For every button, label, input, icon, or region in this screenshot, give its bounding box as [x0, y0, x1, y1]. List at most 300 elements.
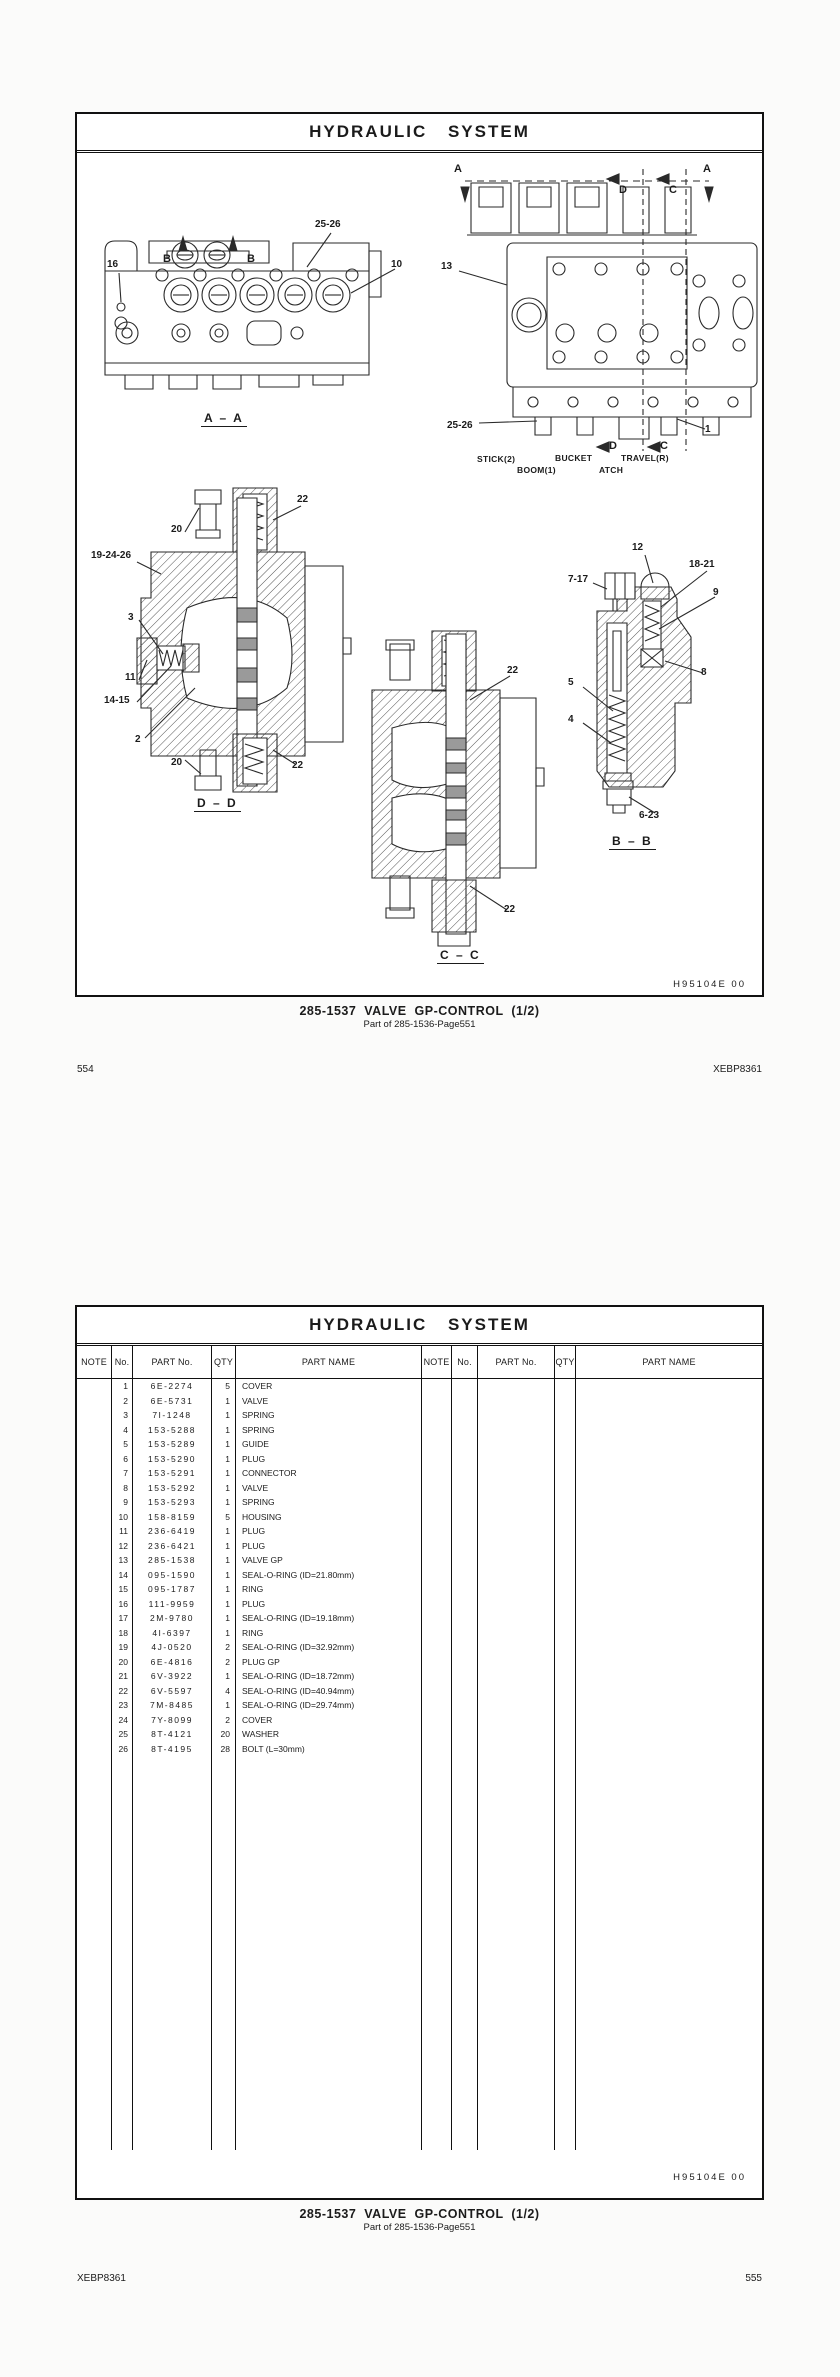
table-cell: 1	[212, 1669, 236, 1684]
table-cell-empty	[478, 1408, 555, 1423]
table-cell: COVER	[236, 1713, 422, 1728]
table-cell: SEAL-O-RING (ID=19.18mm)	[236, 1611, 422, 1626]
figure-caption-title: 285-1537 VALVE GP-CONTROL (1/2)	[299, 2207, 540, 2221]
table-cell-empty	[478, 1495, 555, 1510]
table-cell-empty	[478, 1379, 555, 1394]
table-cell-empty	[478, 1452, 555, 1467]
section-dd-drawing	[137, 488, 347, 798]
table-cell: 14	[112, 1568, 133, 1583]
table-cell: VALVE	[236, 1394, 422, 1409]
table-cell-empty	[555, 1698, 576, 1713]
table-cell-empty	[478, 1582, 555, 1597]
callout-tv-d2: D	[609, 440, 617, 452]
table-cell: 236-6421	[133, 1539, 212, 1554]
table-cell-empty	[555, 1524, 576, 1539]
table-cell: 111-9959	[133, 1597, 212, 1612]
callout-aa-b-left: B	[163, 253, 171, 265]
table-cell-empty	[422, 1481, 452, 1496]
table-cell-empty	[452, 1437, 478, 1452]
section-caption-bb: B – B	[609, 834, 656, 850]
table-cell: SPRING	[236, 1423, 422, 1438]
table-cell: RING	[236, 1626, 422, 1641]
table-cell-empty	[576, 1510, 762, 1525]
table-cell-empty	[422, 1727, 452, 1742]
table-cell-empty	[555, 1727, 576, 1742]
table-cell: 5	[112, 1437, 133, 1452]
table-cell: 158-8159	[133, 1510, 212, 1525]
table-cell-empty	[555, 1379, 576, 1394]
table-cell: 6V-5597	[133, 1684, 212, 1699]
table-cell	[77, 1539, 112, 1554]
page-number: 555	[745, 2273, 762, 2284]
table-cell-empty	[422, 1524, 452, 1539]
callout-dd-2: 2	[135, 734, 141, 745]
table-cell-empty	[576, 1742, 762, 1757]
table-cell: 22	[112, 1684, 133, 1699]
page-555	[75, 1305, 764, 2315]
table-cell: 7I-1248	[133, 1408, 212, 1423]
callout-tv-a-right: A	[703, 163, 711, 175]
table-cell-empty	[452, 1495, 478, 1510]
table-cell: 2M-9780	[133, 1611, 212, 1626]
table-cell-empty	[555, 1539, 576, 1554]
table-cell-empty	[478, 1698, 555, 1713]
table-cell: 1	[212, 1553, 236, 1568]
table-cell: 26	[112, 1742, 133, 1757]
table-cell: 18	[112, 1626, 133, 1641]
parts-table-body	[77, 1379, 762, 1756]
table-empty-column	[422, 1756, 452, 2150]
table-cell-empty	[555, 1597, 576, 1612]
table-cell-empty	[555, 1684, 576, 1699]
table-cell-empty	[452, 1423, 478, 1438]
table-cell: 6E-5731	[133, 1394, 212, 1409]
section-bb-drawing	[557, 543, 777, 843]
table-cell	[77, 1495, 112, 1510]
table-cell-empty	[422, 1408, 452, 1423]
table-cell: 095-1787	[133, 1582, 212, 1597]
table-cell: 2	[212, 1713, 236, 1728]
table-cell-empty	[555, 1481, 576, 1496]
table-cell: 1	[212, 1495, 236, 1510]
table-cell-empty	[478, 1568, 555, 1583]
table-cell: 6E-4816	[133, 1655, 212, 1670]
page-554-footer	[75, 1064, 764, 1075]
table-cell-empty	[555, 1640, 576, 1655]
table-empty-column	[236, 1756, 422, 2150]
table-cell-empty	[478, 1655, 555, 1670]
table-cell-empty	[576, 1408, 762, 1423]
callout-bb-6-23: 6-23	[639, 810, 660, 821]
table-cell: 19	[112, 1640, 133, 1655]
table-cell-empty	[478, 1611, 555, 1626]
column-header-part-no-: PART No.	[478, 1346, 555, 1378]
table-cell-empty	[452, 1481, 478, 1496]
table-cell-empty	[452, 1655, 478, 1670]
column-header-part-name: PART NAME	[236, 1346, 422, 1378]
table-cell: PLUG	[236, 1524, 422, 1539]
table-cell-empty	[452, 1568, 478, 1583]
callout-tv-25-26: 25-26	[447, 420, 473, 431]
table-cell: GUIDE	[236, 1437, 422, 1452]
table-cell: 236-6419	[133, 1524, 212, 1539]
table-cell: SPRING	[236, 1408, 422, 1423]
table-cell-empty	[576, 1481, 762, 1496]
table-cell-empty	[576, 1394, 762, 1409]
column-header-part-name: PART NAME	[642, 1357, 696, 1367]
table-cell-empty	[555, 1495, 576, 1510]
table-cell	[77, 1727, 112, 1742]
table-cell-empty	[422, 1655, 452, 1670]
table-empty-column	[112, 1756, 133, 2150]
table-cell-empty	[452, 1379, 478, 1394]
table-cell-empty	[576, 1727, 762, 1742]
table-cell: 12	[112, 1539, 133, 1554]
table-cell: 1	[212, 1597, 236, 1612]
table-empty-column	[77, 1756, 112, 2150]
callout-bb-7-17: 7-17	[568, 574, 589, 585]
column-header-note: NOTE	[422, 1346, 452, 1378]
callout-dd-22t: 22	[297, 494, 309, 505]
table-cell: CONNECTOR	[236, 1466, 422, 1481]
table-cell-empty	[422, 1568, 452, 1583]
table-cell: WASHER	[236, 1727, 422, 1742]
table-cell-empty	[422, 1713, 452, 1728]
table-cell-empty	[576, 1611, 762, 1626]
table-cell-empty	[452, 1452, 478, 1467]
table-cell	[77, 1423, 112, 1438]
column-header-note: NOTE	[77, 1346, 112, 1378]
table-cell: HOUSING	[236, 1510, 422, 1525]
table-cell-empty	[555, 1669, 576, 1684]
page-number: 554	[77, 1064, 94, 1075]
table-cell-empty	[576, 1655, 762, 1670]
column-header-no-: No.	[452, 1346, 478, 1378]
table-cell	[77, 1510, 112, 1525]
drawing-code: H95104E 00	[673, 2172, 746, 2183]
callout-tv-13: 13	[441, 261, 453, 272]
table-cell: 7Y-8099	[133, 1713, 212, 1728]
table-cell: 153-5289	[133, 1437, 212, 1452]
table-cell-empty	[478, 1466, 555, 1481]
callout-aa-b-right: B	[247, 253, 255, 265]
table-cell	[77, 1597, 112, 1612]
callout-aa-16: 16	[107, 259, 119, 270]
table-cell-empty	[478, 1727, 555, 1742]
figure-caption-title: 285-1537 VALVE GP-CONTROL (1/2)	[299, 1004, 540, 1018]
table-empty-column	[555, 1756, 576, 2150]
table-cell-empty	[576, 1640, 762, 1655]
callout-tv-1: 1	[705, 424, 711, 435]
table-cell: VALVE GP	[236, 1553, 422, 1568]
table-cell: 1	[212, 1481, 236, 1496]
table-cell-empty	[478, 1539, 555, 1554]
callout-tv-a-left: A	[454, 163, 462, 175]
callout-cc-22b: 22	[504, 904, 516, 915]
table-empty-column	[133, 1756, 212, 2150]
callout-bb-9: 9	[713, 587, 719, 598]
table-cell-empty	[576, 1466, 762, 1481]
table-cell: 6V-3922	[133, 1669, 212, 1684]
table-cell-empty	[452, 1524, 478, 1539]
table-cell-empty	[422, 1611, 452, 1626]
table-cell-empty	[555, 1582, 576, 1597]
table-cell: 15	[112, 1582, 133, 1597]
table-cell-empty	[452, 1626, 478, 1641]
table-cell-empty	[555, 1408, 576, 1423]
callout-tv-c1: C	[669, 184, 677, 196]
table-cell: 1	[212, 1698, 236, 1713]
section-caption-cc: C – C	[437, 948, 484, 964]
table-cell: 4I-6397	[133, 1626, 212, 1641]
table-cell: 9	[112, 1495, 133, 1510]
table-cell	[77, 1640, 112, 1655]
callout-bb-5: 5	[568, 677, 574, 688]
table-cell-empty	[478, 1437, 555, 1452]
section-cc-drawing	[352, 628, 552, 948]
table-cell-empty	[452, 1553, 478, 1568]
diagram-sheet	[77, 153, 762, 995]
table-cell-empty	[576, 1597, 762, 1612]
table-cell-empty	[422, 1597, 452, 1612]
table-cell-empty	[422, 1626, 452, 1641]
table-cell-empty	[576, 1626, 762, 1641]
table-cell-empty	[422, 1495, 452, 1510]
table-cell-empty	[478, 1597, 555, 1612]
table-cell-empty	[422, 1379, 452, 1394]
table-cell-empty	[555, 1713, 576, 1728]
table-cell-empty	[576, 1698, 762, 1713]
page-title-bar	[77, 114, 762, 153]
table-cell-empty	[452, 1510, 478, 1525]
port-label-bucket: BUCKET	[555, 453, 593, 463]
table-cell-empty	[555, 1394, 576, 1409]
table-cell	[77, 1713, 112, 1728]
table-cell-empty	[422, 1452, 452, 1467]
table-cell: SEAL-O-RING (ID=18.72mm)	[236, 1669, 422, 1684]
table-cell-empty	[478, 1553, 555, 1568]
table-cell-empty	[422, 1466, 452, 1481]
column-header-part-no-: PART No.	[133, 1346, 212, 1378]
table-cell: 6	[112, 1452, 133, 1467]
table-cell: 1	[212, 1524, 236, 1539]
table-cell	[77, 1379, 112, 1394]
table-empty-column	[478, 1756, 555, 2150]
table-cell-empty	[422, 1510, 452, 1525]
table-cell: PLUG	[236, 1539, 422, 1554]
page-title-bar	[77, 1307, 762, 1346]
table-cell	[77, 1698, 112, 1713]
table-cell: 7	[112, 1466, 133, 1481]
table-cell-empty	[422, 1539, 452, 1554]
callout-dd-11: 11	[125, 672, 136, 683]
table-cell-empty	[478, 1626, 555, 1641]
table-cell	[77, 1582, 112, 1597]
table-cell-empty	[576, 1524, 762, 1539]
table-cell-empty	[478, 1481, 555, 1496]
table-cell	[77, 1655, 112, 1670]
table-cell-empty	[576, 1423, 762, 1438]
table-cell: 20	[112, 1655, 133, 1670]
callout-dd-20b: 20	[171, 757, 183, 768]
table-cell	[77, 1669, 112, 1684]
table-cell-empty	[452, 1684, 478, 1699]
table-cell-empty	[555, 1510, 576, 1525]
table-cell: 095-1590	[133, 1568, 212, 1583]
port-label-boom: BOOM(1)	[517, 465, 556, 475]
page-title: HYDRAULIC SYSTEM	[309, 122, 530, 141]
column-header-qty: QTY	[555, 1346, 576, 1378]
callout-cc-22t: 22	[507, 665, 519, 676]
table-cell: SEAL-O-RING (ID=32.92mm)	[236, 1640, 422, 1655]
table-cell-empty	[452, 1611, 478, 1626]
table-cell: SEAL-O-RING (ID=21.80mm)	[236, 1568, 422, 1583]
drawing-code: H95104E 00	[673, 979, 746, 990]
table-cell	[77, 1626, 112, 1641]
table-cell: 20	[212, 1727, 236, 1742]
page-555-frame	[75, 1305, 764, 2200]
parts-table-empty-rows	[77, 1756, 762, 2150]
table-cell	[77, 1742, 112, 1757]
page-554-frame	[75, 112, 764, 997]
figure-caption-subtitle: Part of 285-1536-Page551	[363, 2222, 476, 2233]
table-cell: 7M-8485	[133, 1698, 212, 1713]
table-cell-empty	[478, 1423, 555, 1438]
page-title: HYDRAULIC SYSTEM	[309, 1315, 530, 1334]
table-cell: 24	[112, 1713, 133, 1728]
section-aa-drawing	[97, 211, 397, 421]
table-cell-empty	[555, 1423, 576, 1438]
table-cell-empty	[422, 1553, 452, 1568]
table-cell-empty	[422, 1684, 452, 1699]
table-empty-column	[452, 1756, 478, 2150]
column-header-no-: No.	[112, 1346, 133, 1378]
table-cell: 6E-2274	[133, 1379, 212, 1394]
table-cell-empty	[422, 1394, 452, 1409]
table-cell-empty	[478, 1510, 555, 1525]
table-cell: 1	[212, 1394, 236, 1409]
table-cell-empty	[452, 1408, 478, 1423]
table-cell-empty	[422, 1582, 452, 1597]
table-cell	[77, 1553, 112, 1568]
table-cell	[77, 1437, 112, 1452]
callout-bb-12: 12	[632, 542, 644, 553]
callout-bb-8: 8	[701, 667, 707, 678]
table-cell: 4	[112, 1423, 133, 1438]
table-cell	[77, 1524, 112, 1539]
table-cell-empty	[478, 1394, 555, 1409]
parts-table-header	[77, 1346, 762, 1379]
table-cell-empty	[478, 1640, 555, 1655]
table-cell-empty	[422, 1742, 452, 1757]
table-cell-empty	[452, 1713, 478, 1728]
table-cell: 153-5291	[133, 1466, 212, 1481]
table-cell: 11	[112, 1524, 133, 1539]
callout-dd-19-24-26: 19-24-26	[91, 550, 132, 561]
table-cell-empty	[452, 1742, 478, 1757]
section-caption-aa: A – A	[201, 411, 247, 427]
table-cell-empty	[555, 1553, 576, 1568]
table-cell-empty	[555, 1742, 576, 1757]
page-554	[75, 112, 764, 1172]
table-cell-empty	[576, 1568, 762, 1583]
table-cell: 1	[212, 1466, 236, 1481]
table-cell: 2	[112, 1394, 133, 1409]
table-cell: 23	[112, 1698, 133, 1713]
table-cell: 1	[212, 1582, 236, 1597]
page-555-footer	[75, 2273, 764, 2284]
table-cell: 1	[212, 1568, 236, 1583]
table-cell-empty	[576, 1539, 762, 1554]
table-cell	[77, 1466, 112, 1481]
table-cell-empty	[555, 1626, 576, 1641]
table-cell: 1	[212, 1539, 236, 1554]
table-cell: 8T-4121	[133, 1727, 212, 1742]
table-cell: VALVE	[236, 1481, 422, 1496]
table-cell: 17	[112, 1611, 133, 1626]
table-cell-empty	[576, 1495, 762, 1510]
table-cell: 10	[112, 1510, 133, 1525]
table-cell-empty	[576, 1553, 762, 1568]
publication-code: XEBP8361	[77, 2273, 126, 2284]
table-cell-empty	[452, 1640, 478, 1655]
table-cell: 3	[112, 1408, 133, 1423]
table-cell-empty	[452, 1597, 478, 1612]
table-cell-empty	[555, 1655, 576, 1670]
table-empty-column	[576, 1756, 762, 2150]
table-cell	[77, 1408, 112, 1423]
table-cell: 8	[112, 1481, 133, 1496]
callout-dd-14-15: 14-15	[104, 695, 130, 706]
table-cell-empty	[422, 1423, 452, 1438]
table-cell: 4J-0520	[133, 1640, 212, 1655]
table-cell	[77, 1568, 112, 1583]
figure-caption-subtitle: Part of 285-1536-Page551	[363, 1019, 476, 1030]
table-cell: BOLT (L=30mm)	[236, 1742, 422, 1757]
callout-aa-10: 10	[391, 259, 403, 270]
table-cell-empty	[576, 1379, 762, 1394]
table-cell: 21	[112, 1669, 133, 1684]
table-cell: 5	[212, 1379, 236, 1394]
table-cell: 16	[112, 1597, 133, 1612]
table-cell: 153-5293	[133, 1495, 212, 1510]
callout-dd-22b: 22	[292, 760, 304, 771]
callout-dd-20t: 20	[171, 524, 183, 535]
table-cell: 25	[112, 1727, 133, 1742]
port-label-atch: ATCH	[599, 465, 624, 475]
table-cell: 153-5288	[133, 1423, 212, 1438]
table-cell-empty	[478, 1742, 555, 1757]
table-cell-empty	[576, 1582, 762, 1597]
table-cell: SPRING	[236, 1495, 422, 1510]
table-cell-empty	[452, 1539, 478, 1554]
table-cell	[77, 1684, 112, 1699]
table-empty-column	[212, 1756, 236, 2150]
table-cell	[77, 1611, 112, 1626]
table-cell	[77, 1481, 112, 1496]
table-cell: 13	[112, 1553, 133, 1568]
callout-tv-d1: D	[619, 184, 627, 196]
table-cell: 1	[212, 1437, 236, 1452]
table-cell-empty	[555, 1466, 576, 1481]
table-cell: 5	[212, 1510, 236, 1525]
table-cell: 1	[212, 1626, 236, 1641]
table-cell-empty	[555, 1437, 576, 1452]
table-cell: 1	[212, 1452, 236, 1467]
table-cell: 153-5292	[133, 1481, 212, 1496]
table-cell-empty	[555, 1452, 576, 1467]
table-cell: 1	[212, 1423, 236, 1438]
